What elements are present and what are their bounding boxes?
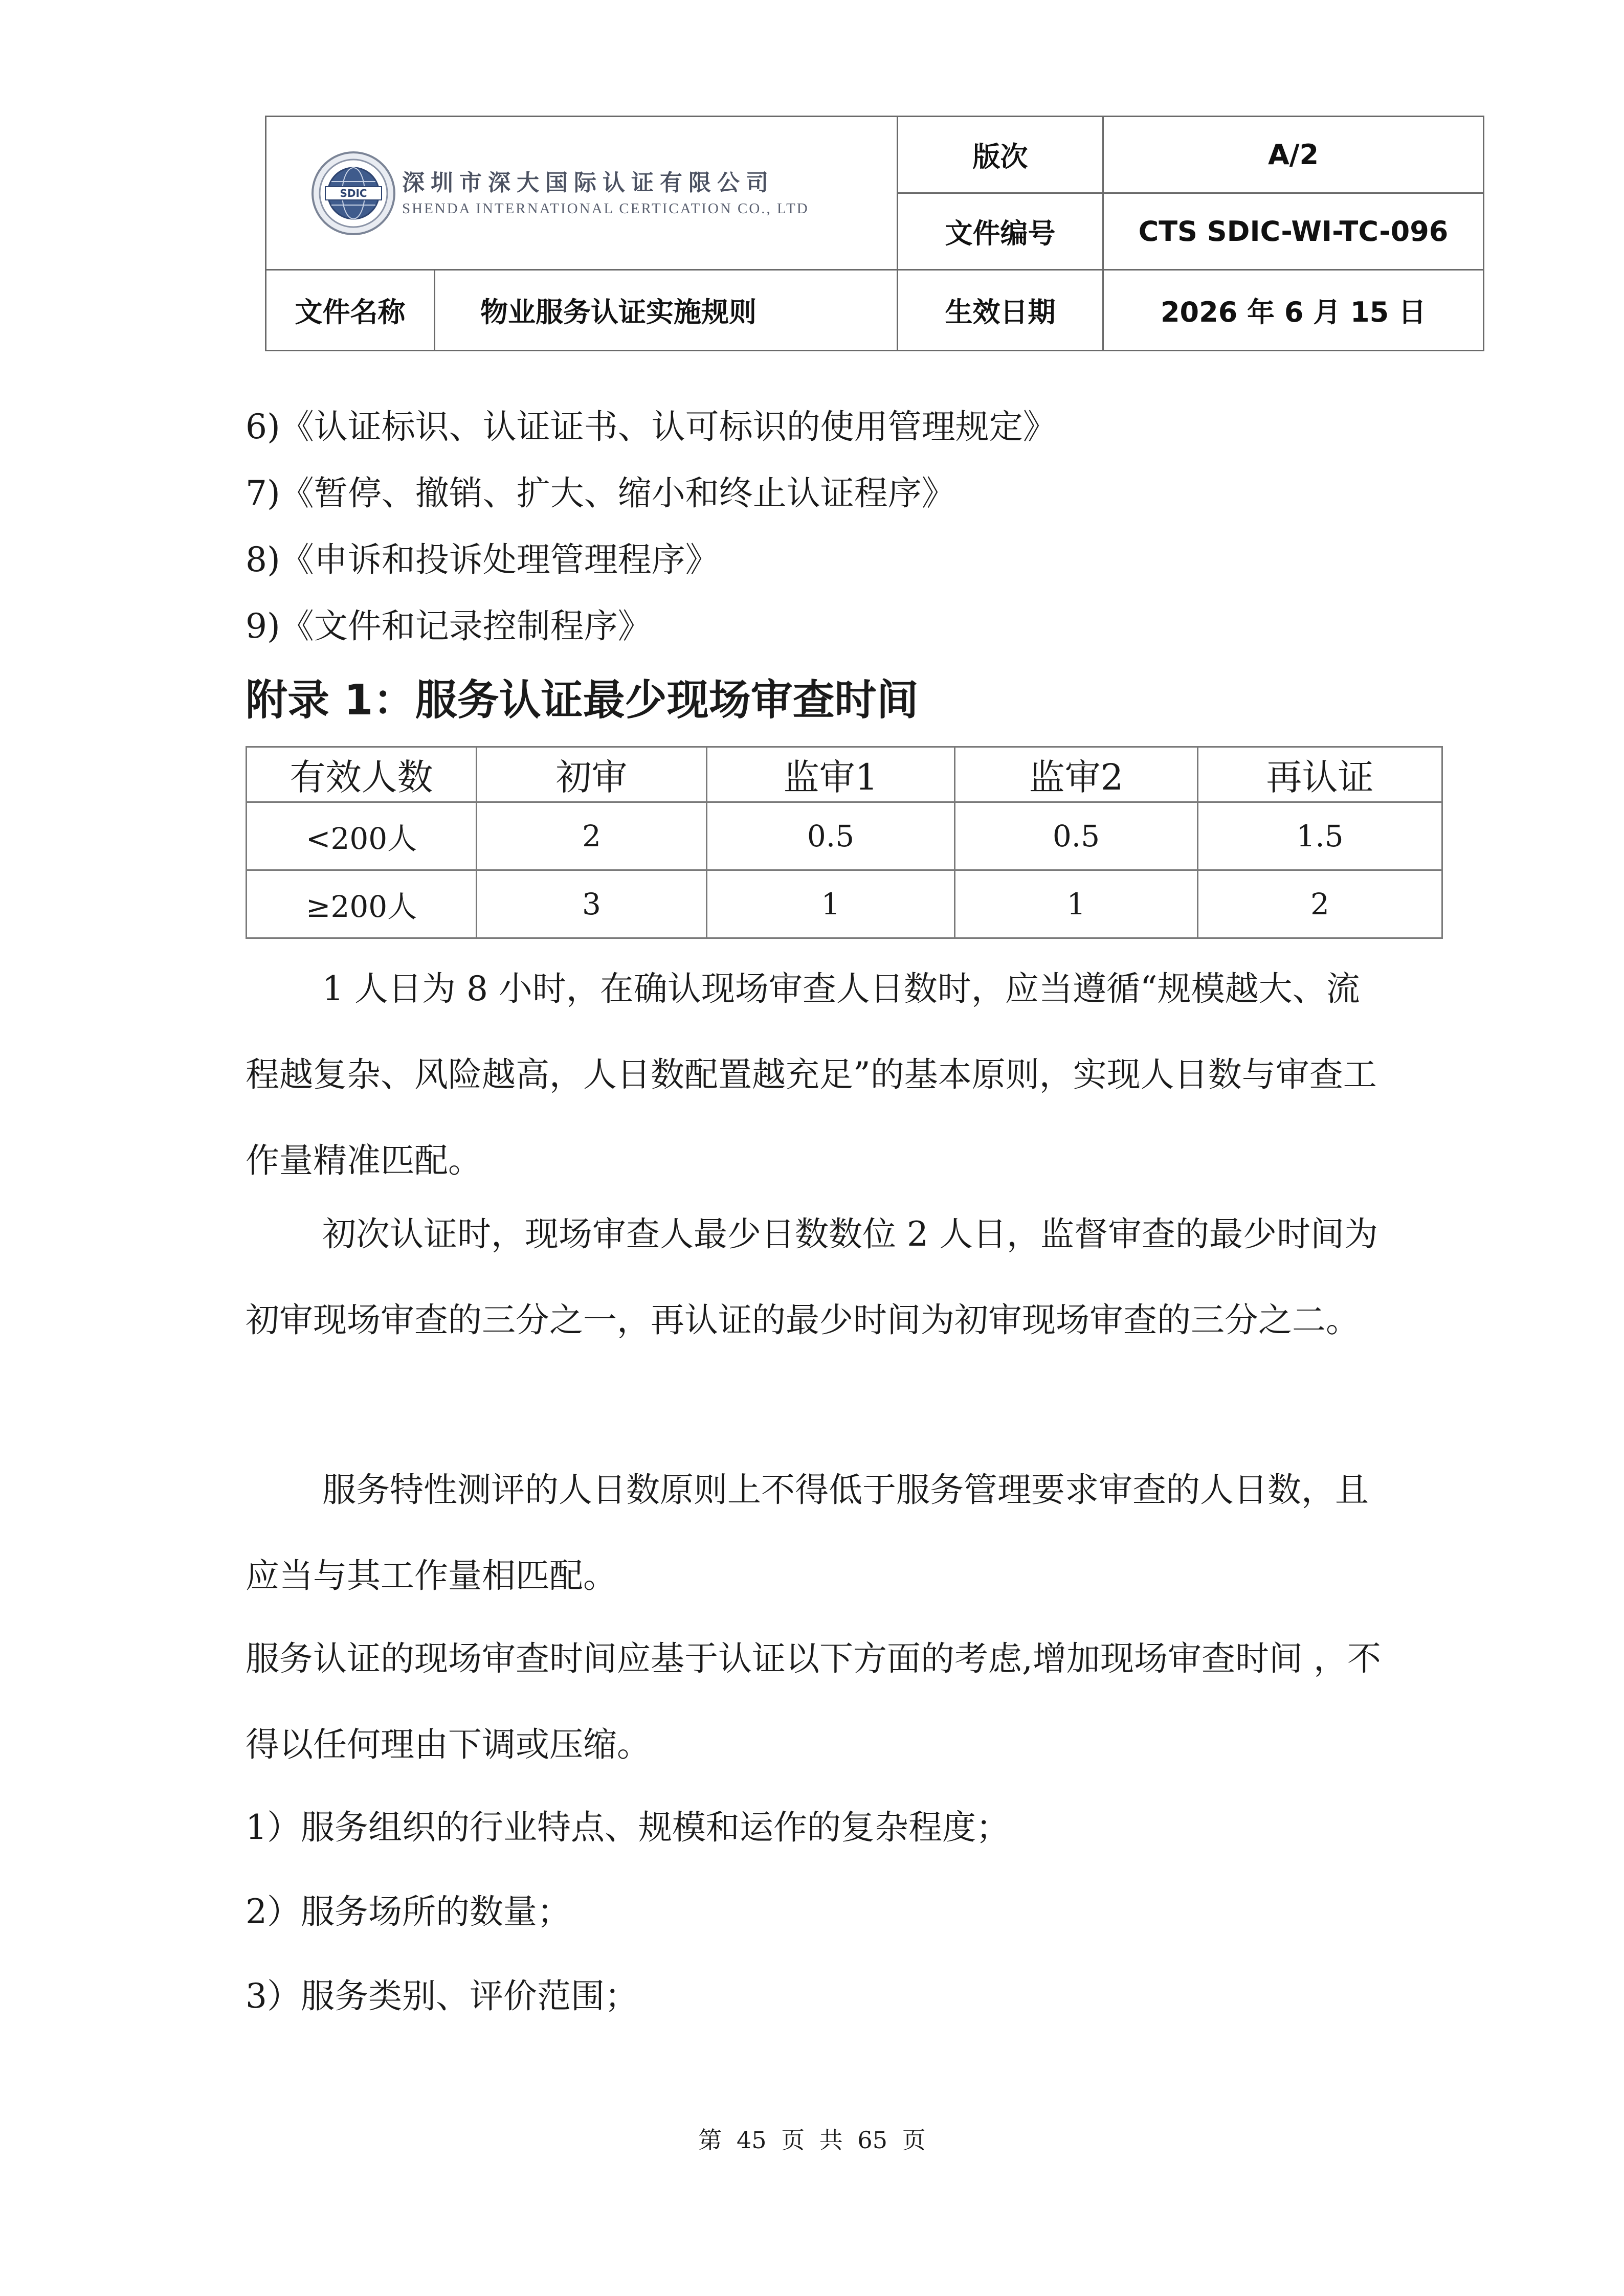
doc-name-value: 物业服务认证实施规则 [435,270,898,351]
page-footer: 第 45 页 共 65 页 [698,2126,926,2154]
audit-time-table [246,746,1443,939]
table-cell: 1.5 [1198,802,1442,870]
table-cell: 0.5 [955,802,1198,870]
doc-name-label: 文件名称 [266,270,435,351]
effective-date-label: 生效日期 [898,270,1103,351]
table-cell: 1 [955,870,1198,938]
body-paragraph: 服务特性测评的人日数原则上不得低于服务管理要求审查的人日数，且应当与其工作量相匹配。 [246,1470,1369,1595]
version-value: A/2 [1103,117,1484,193]
body-paragraph: 1 人日为 8 小时，在确认现场审查人日数时，应当遵循“规模越大、流程越复杂、风险越高，人日数配置越充足”的基本原则，实现人日数与审查工作量精准匹配。 [246,969,1377,1180]
company-logo-cell [266,117,898,270]
version-label: 版次 [898,117,1103,193]
table-cell: 2 [1198,870,1442,938]
company-name-block [402,168,809,219]
company-logo [310,150,897,237]
doc-number-label: 文件编号 [898,193,1103,270]
body-paragraph: 初次认证时，现场审查人最少日数数位 2 人日，监督审查的最少时间为初审现场审查的三分之一，再认证的最少时间为初审现场审查的三分之二。 [246,1214,1378,1340]
table-header: 初审 [477,747,707,802]
table-cell: 1 [707,870,955,938]
table-cell: <200人 [247,802,477,870]
table-row [247,870,1442,938]
reference-item: 6)《认证标识、认证证书、认可标识的使用管理规定》 [246,407,1057,446]
table-header-row [247,747,1442,802]
appendix-title: 附录 1：服务认证最少现场审查时间 [246,676,919,725]
sdic-emblem-icon [310,150,397,237]
body-paragraph: 服务认证的现场审查时间应基于认证以下方面的考虑,增加现场审查时间 ，不得以任何理由下调或压缩。 [246,1639,1381,1764]
table-header: 有效人数 [247,747,477,802]
company-name-cn: 深圳市深大国际认证有限公司 [402,169,774,196]
reference-item: 7)《暂停、撤销、扩大、缩小和终止认证程序》 [246,474,955,513]
table-cell: 3 [477,870,707,938]
table-cell: ≥200人 [247,870,477,938]
table-row [247,802,1442,870]
table-header: 再认证 [1198,747,1442,802]
table-cell: 0.5 [707,802,955,870]
table-header: 监审2 [955,747,1198,802]
reference-item: 8)《申诉和投诉处理管理程序》 [246,540,719,579]
doc-number-value: CTS SDIC-WI-TC-096 [1103,193,1484,270]
reference-item: 9)《文件和记录控制程序》 [246,606,652,646]
table-cell: 2 [477,802,707,870]
document-header-table [265,116,1484,351]
table-header: 监审1 [707,747,955,802]
effective-date-value: 2026 年 6 月 15 日 [1103,270,1484,351]
factor-item: 3）服务类别、评价范围； [246,1976,638,2016]
factor-item: 2）服务场所的数量； [246,1892,571,1931]
logo-text: SDIC [340,187,367,199]
company-name-en: SHENDA INTERNATIONAL CERTICATION CO., LTD [402,200,809,217]
factor-item: 1）服务组织的行业特点、规模和运作的复杂程度； [246,1808,1010,1847]
